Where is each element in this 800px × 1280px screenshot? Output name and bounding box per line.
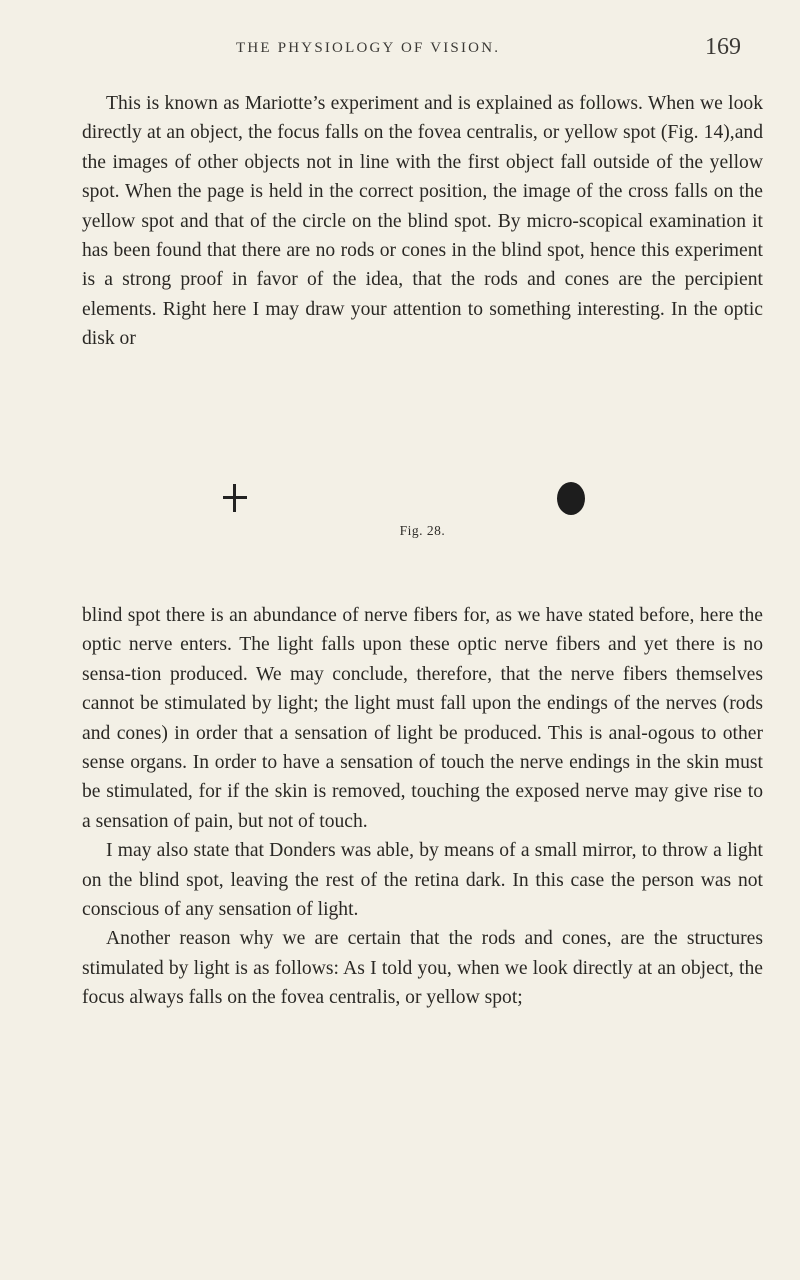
paragraph-nerve-fibers: blind spot there is an abundance of nerve fibers for, as we have stated before, here the optic nerve enters. The light falls upon these optic nerve fibers and yet there is no sensa-tion produced. We may conclude, therefore, that the nerve fibers themselves cannot be stimulated by light; the light must fall upon the endings of the nerves (rods and cones) in order that a sensation of light be produced. This is anal-ogous to other sense organs. In order to have a sensation of touch the nerve endings in the skin must be stimulated, for if the skin is removed, touching the exposed nerve may give rise to a sensation of pain, but not of touch. xyxy=(82,605,763,832)
running-head: THE PHYSIOLOGY OF VISION. xyxy=(236,40,501,56)
paragraph-another-reason: Another reason why we are certain that the rods and cones, are the structures stimulated by light is as follows: As I told you, when we look directly at an object, the focus always falls on the fovea centralis, or yellow spot; xyxy=(82,928,763,1009)
paragraph-donders: I may also state that Donders was able, by means of a small mirror, to throw a light on the blind spot, leaving the rest of the retina dark. In this case the person was not conscious of any sensation of light. xyxy=(82,840,763,921)
figure-caption: Fig. 28. xyxy=(399,523,446,538)
cross-symbol xyxy=(223,484,247,512)
text-block-lower xyxy=(82,601,763,1013)
blind-spot-circle xyxy=(557,482,585,515)
cross-horizontal-bar xyxy=(223,496,247,499)
figure-28 xyxy=(82,478,763,588)
paragraph-mariotte-experiment: This is known as Mariotte’s experiment and is explained as follows. When we look directly at an object, the focus falls on the fovea centralis, or yellow spot (Fig. 14),and the images of other objects not in line with the first object fall outside of the yellow spot. When the page is held in the correct position, the image of the cross falls on the yellow spot and that of the circle on the blind spot. By micro-scopical examination it has been found that there are no rods or cones in the blind spot, hence this experiment is a strong proof in favor of the idea, that the rods and cones are the percipient elements. Right here I may draw your attention to something interesting. In the optic disk or xyxy=(82,93,763,350)
page-number: 169 xyxy=(705,34,741,60)
text-block-upper xyxy=(82,89,763,354)
